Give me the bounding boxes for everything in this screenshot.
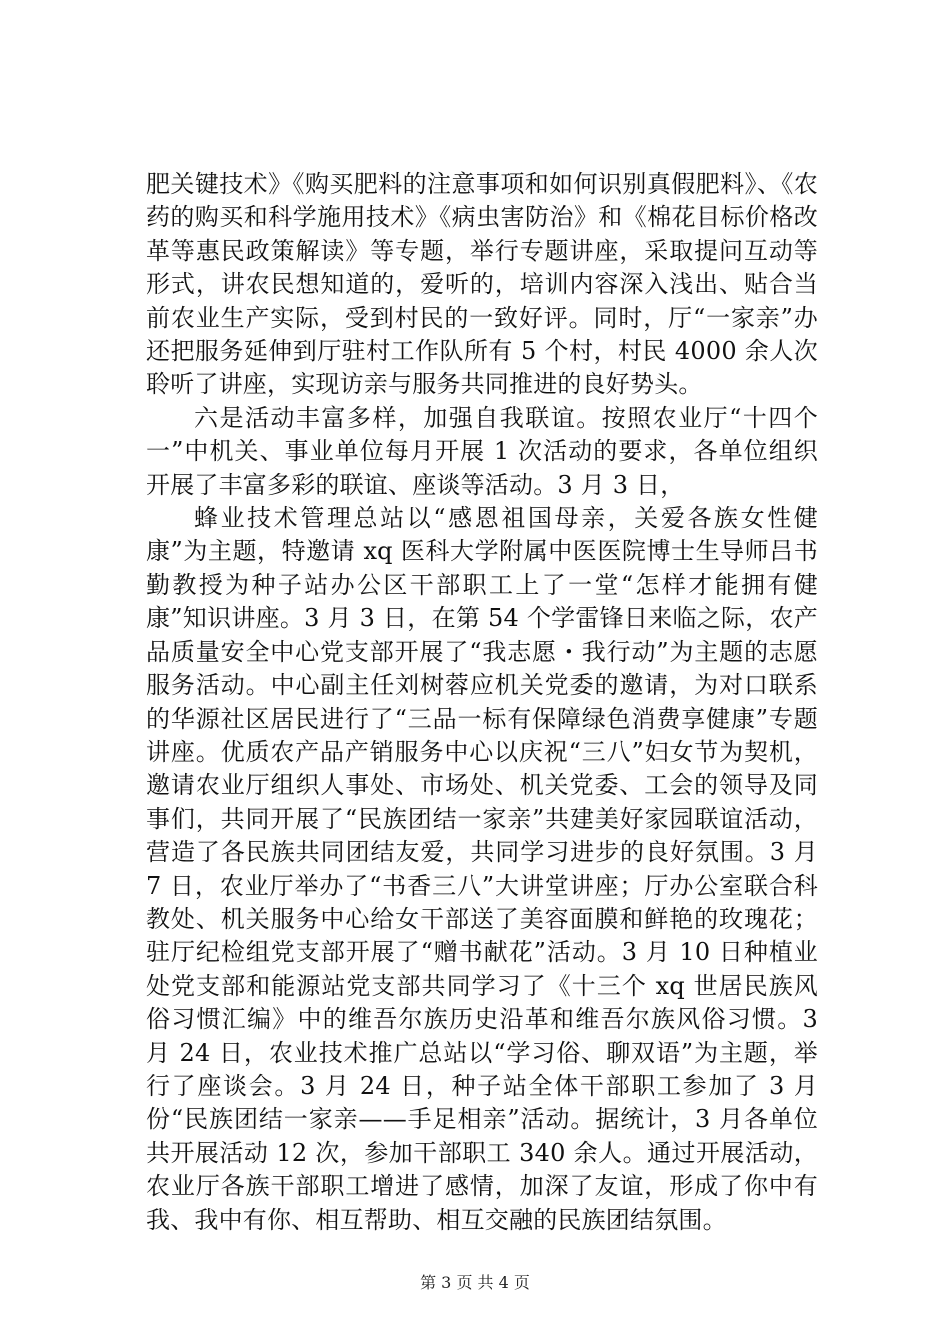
paragraph-2: 六是活动丰富多样，加强自我联谊。按照农业厅“十四个一”中机关、事业单位每月开展 1 次活动的要求，各单位组织开展了丰富多彩的联谊、座谈等活动。3 月 3 日， [146,403,818,499]
page-number: 第 3 页 共 4 页 [420,1273,530,1292]
page-footer [0,1270,950,1293]
paragraph-1: 肥关键技术》《购买肥料的注意事项和如何识别真假肥料》、《农药的购买和科学施用技术》《病虫害防治》和《棉花目标价格改革等惠民政策解读》等专题，举行专题讲座，采取提问互动等形式，讲农民想知道的，爱听的，培训内容深入浅出、贴合当前农业生产实际，受到村民的一致好评。同时，厅“一家亲”办还把服务延伸到厅驻村工作队所有 5 个村，村民 4000 余人次聆听了讲座，实现访亲与服务共同推进的良好势头。 [146,170,818,399]
paragraph-3: 蜂业技术管理总站以“感恩祖国母亲，关爱各族女性健康”为主题，特邀请 xq 医科大学附属中医医院博士生导师吕书勤教授为种子站办公区干部职工上了一堂“怎样才能拥有健康”知识讲座。3 月 3 日，在第 54 个学雷锋日来临之际，农产品质量安全中心党支部开展了“我志愿・我行动”为主题的志愿服务活动。中心副主任刘树蓉应机关党委的邀请，为对口联系的华源社区居民进行了“三品一标有保障绿色消费享健康”专题讲座。优质农产品产销服务中心以庆祝“三八”妇女节为契机，邀请农业厅组织人事处、市场处、机关党委、工会的领导及同事们，共同开展了“民族团结一家亲”共建美好家园联谊活动，营造了各民族共同团结友爱，共同学习进步的良好氛围。3 月 7 日，农业厅举办了“书香三八”大讲堂讲座；厅办公室联合科教处、机关服务中心给女干部送了美容面膜和鲜艳的玫瑰花；驻厅纪检组党支部开展了“赠书献花”活动。3 月 10 日种植业处党支部和能源站党支部共同学习了《十三个 xq 世居民族风俗习惯汇编》中的维吾尔族历史沿革和维吾尔族风俗习惯。3 月 24 日，农业技术推广总站以“学习俗、聊双语”为主题，举行了座谈会。3 月 24 日，种子站全体干部职工参加了 3 月份“民族团结一家亲——手足相亲”活动。据统计，3 月各单位共开展活动 12 次，参加干部职工 340 余人。通过开展活动，农业厅各族干部职工增进了感情，加深了友谊，形成了你中有我、我中有你、相互帮助、相互交融的民族团结氛围。 [146,504,818,1234]
document-body [146,168,818,1237]
